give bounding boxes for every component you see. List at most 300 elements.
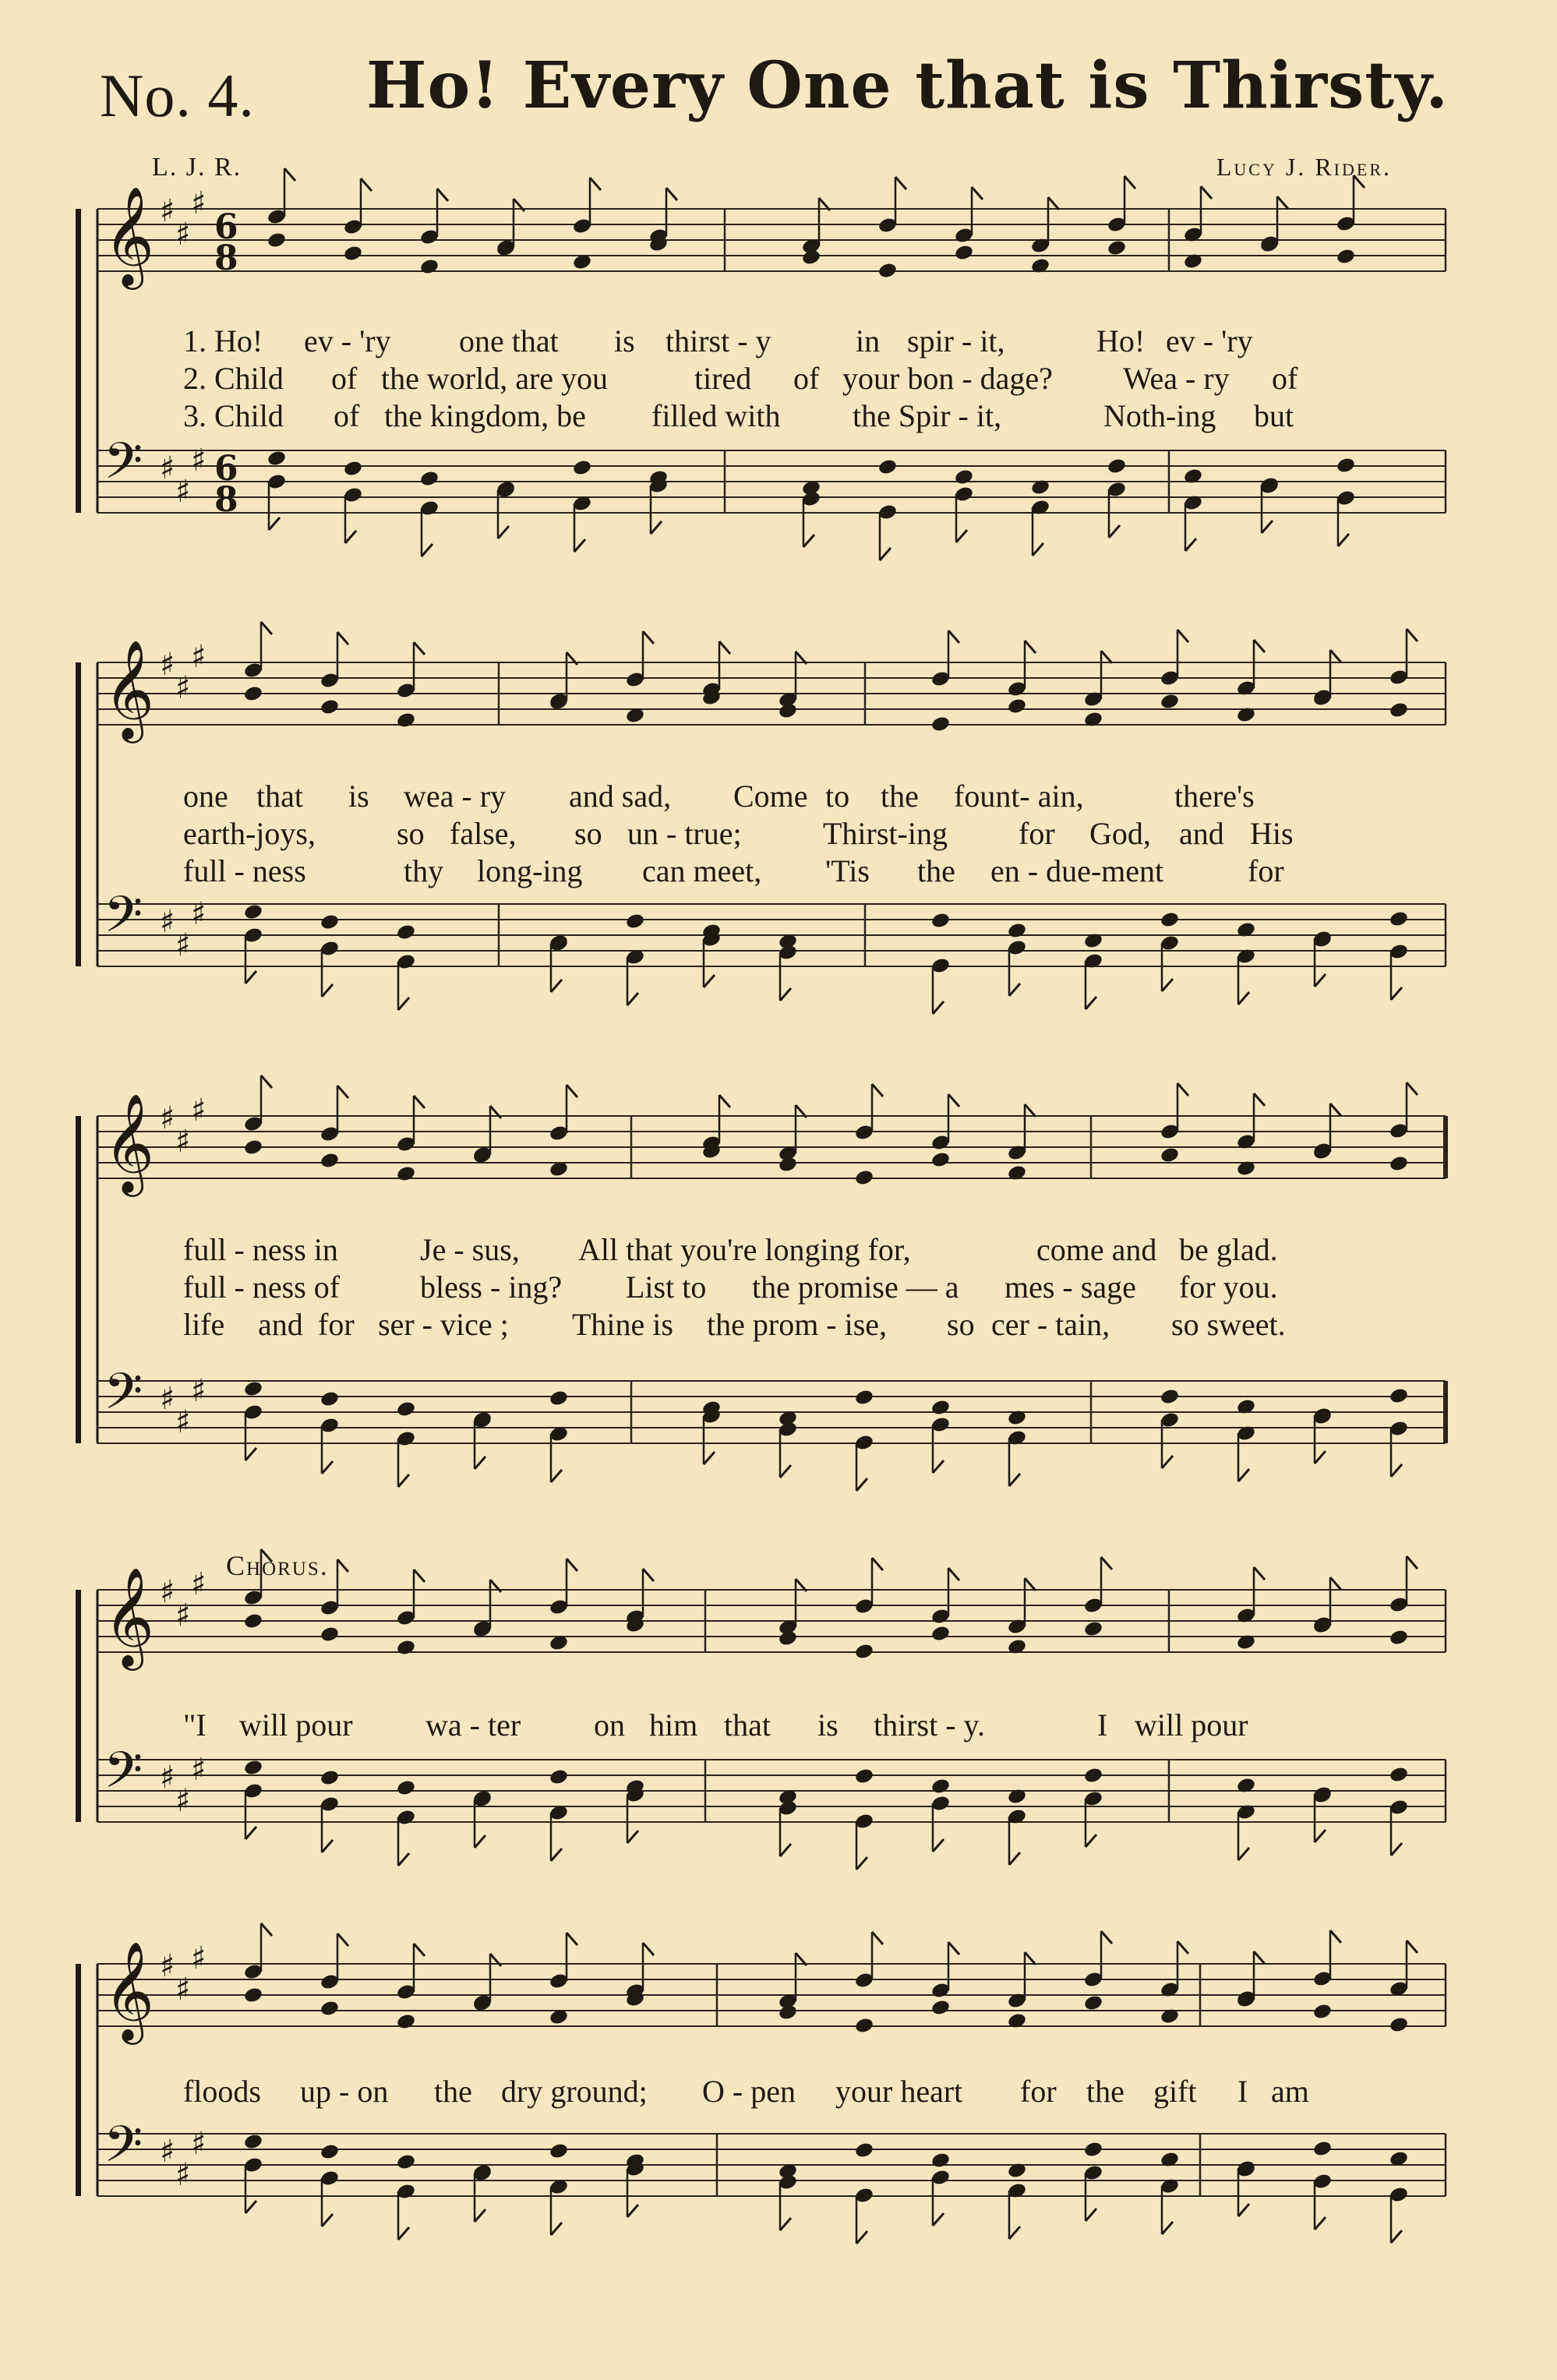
note-flag [337, 1559, 348, 1572]
lyric-word: full - ness in [183, 1232, 338, 1267]
note-flag [627, 993, 638, 1005]
note-flag [1315, 1830, 1326, 1842]
lyric-word: the prom - ise, [707, 1307, 888, 1342]
note-head [396, 2153, 416, 2171]
note-head [1083, 1620, 1103, 1638]
note-flag [643, 631, 654, 644]
note-flag [1315, 1451, 1326, 1464]
note-flag [337, 1086, 348, 1098]
note-flag [322, 2214, 333, 2226]
note-head [549, 1390, 569, 1407]
note-flag [1009, 1474, 1020, 1486]
sharp-icon: ♯ [175, 1783, 191, 1819]
note-head [778, 702, 798, 720]
lyric-word: the world, are you [381, 361, 609, 396]
note-head [854, 1169, 874, 1187]
note-head [320, 1152, 340, 1170]
note-flag [1048, 197, 1059, 210]
note-flag [1238, 992, 1249, 1005]
bass-clef-icon: 𝄢 [104, 1363, 143, 1433]
note-flag [414, 642, 425, 655]
note-head [1312, 2140, 1333, 2158]
note-flag [269, 517, 280, 530]
note-flag [1391, 2230, 1402, 2243]
note-head [320, 698, 340, 716]
time-signature-top: 6 [214, 207, 238, 247]
note-head [243, 903, 263, 921]
note-flag [1330, 1577, 1341, 1590]
note-flag [1025, 1104, 1036, 1117]
bass-clef-icon: 𝄢 [104, 886, 143, 956]
note-head [1160, 693, 1180, 711]
note-flag [1025, 641, 1036, 653]
lyric-word: on [594, 1707, 625, 1743]
bass-clef-icon: 𝄢 [104, 2116, 143, 2186]
note-flag [780, 1465, 791, 1478]
music-credit: Lucy J. Rider. [1216, 153, 1392, 181]
lyric-word: the [917, 853, 955, 888]
bass-staff [97, 1742, 1446, 1870]
lyric-word: ev - 'ry [1166, 323, 1253, 358]
sharp-icon: ♯ [191, 1752, 207, 1788]
note-head [954, 468, 974, 486]
lyric-word: of [334, 398, 360, 433]
note-flag [704, 1452, 715, 1464]
note-head [930, 715, 951, 733]
lyric-word: I [1237, 2074, 1248, 2109]
treble-clef-icon: 𝄞 [104, 1566, 155, 1666]
treble-staff [97, 1075, 1446, 1197]
note-head [396, 1165, 416, 1183]
sharp-icon: ♯ [160, 1100, 175, 1136]
note-head [1336, 248, 1356, 266]
note-flag [1407, 1556, 1418, 1569]
lyric-word: Thine is [572, 1307, 673, 1342]
bass-staff [97, 2116, 1446, 2244]
note-flag [933, 1839, 944, 1852]
note-head [954, 244, 974, 262]
note-head [320, 913, 340, 931]
note-head [854, 2142, 874, 2159]
note-flag [1254, 1567, 1265, 1580]
note-flag [1407, 1082, 1418, 1095]
note-flag [627, 2205, 638, 2217]
lyric-word: of [1272, 361, 1298, 396]
note-flag [1025, 1952, 1036, 1965]
note-head [1389, 1155, 1409, 1173]
note-head [1083, 2141, 1103, 2159]
note-flag [245, 1448, 256, 1460]
treble-clef-icon: 𝄞 [104, 185, 155, 285]
treble-staff [97, 622, 1446, 743]
lyric-word: the [881, 779, 919, 814]
treble-staff [97, 1549, 1446, 1671]
lyric-word: there's [1174, 779, 1255, 814]
lyric-word: will pour [1135, 1707, 1248, 1743]
note-head [930, 1625, 951, 1643]
note-head [243, 1380, 263, 1398]
lyric-word: bless - ing? [420, 1269, 563, 1305]
note-head [877, 262, 898, 280]
note-flag [567, 1085, 577, 1097]
note-head [1389, 1387, 1409, 1405]
note-head [877, 458, 898, 476]
lyric-word: to [825, 779, 850, 814]
note-flag [933, 1001, 944, 1014]
note-flag [1177, 1941, 1188, 1954]
lyric-line [0, 360, 1557, 396]
lyric-line [0, 1707, 1557, 1743]
note-flag [551, 980, 562, 992]
lyric-word: for [1019, 816, 1055, 851]
note-flag [956, 530, 967, 542]
note-head [396, 923, 416, 941]
note-head [549, 1768, 569, 1786]
note-flag [1109, 525, 1120, 538]
note-flag [414, 1570, 425, 1582]
lyric-word: 3. Child [183, 398, 284, 433]
sharp-icon: ♯ [160, 904, 175, 940]
time-signature-top: 6 [214, 449, 238, 489]
bass-staff [97, 433, 1446, 560]
note-flag [398, 2227, 409, 2240]
lyric-word: Wea - ry [1123, 361, 1230, 396]
note-flag [872, 1084, 883, 1096]
note-head [1336, 457, 1356, 475]
note-head [1107, 457, 1127, 475]
note-flag [284, 168, 295, 181]
time-signature-bottom: 8 [214, 480, 238, 520]
sharp-icon: ♯ [175, 1598, 191, 1633]
lyric-word: earth-joys, [183, 816, 316, 851]
note-flag [574, 539, 585, 552]
note-head [1083, 1994, 1103, 2012]
note-head [930, 1151, 951, 1169]
lyric-word: God, [1089, 816, 1151, 851]
note-head [320, 1626, 340, 1644]
note-flag [1025, 1578, 1036, 1591]
lyric-word: the [434, 2074, 472, 2109]
note-head [1312, 2003, 1333, 2021]
note-flag [1391, 1464, 1402, 1477]
sharp-icon: ♯ [175, 670, 191, 706]
note-flag [1330, 1930, 1341, 1943]
sharp-icon: ♯ [160, 1948, 175, 1984]
note-flag [398, 1853, 409, 1866]
note-flag [1391, 987, 1402, 1000]
lyric-word: thirst - y [666, 323, 771, 358]
note-flag [856, 1857, 867, 1870]
note-flag [261, 1923, 272, 1936]
lyric-word: "I [183, 1707, 207, 1743]
sharp-icon: ♯ [160, 647, 175, 683]
note-flag [322, 984, 333, 997]
note-flag [1124, 176, 1135, 189]
lyric-word: the Spir - it, [853, 398, 1002, 433]
lyric-word: wa - ter [425, 1707, 521, 1743]
lyric-word: dry ground; [501, 2074, 648, 2109]
time-signature-bottom: 8 [214, 238, 238, 278]
note-head [778, 1156, 798, 1174]
note-head [625, 913, 645, 930]
note-head [267, 231, 287, 249]
sharp-icon: ♯ [160, 2134, 175, 2170]
note-head [396, 712, 416, 729]
lyric-word: Thirst-ing [823, 816, 948, 851]
note-flag [948, 1568, 959, 1580]
lyric-word: fount- ain, [954, 779, 1084, 814]
note-flag [872, 1932, 883, 1944]
lyric-word: him [649, 1707, 698, 1743]
note-flag [1238, 2204, 1249, 2216]
note-flag [643, 1943, 654, 1955]
note-flag [1086, 997, 1096, 1009]
lyric-word: in [856, 323, 881, 358]
lyric-word: and sad, [569, 779, 672, 814]
lyric-word: so sweet. [1171, 1307, 1286, 1342]
bass-clef-icon: 𝄢 [104, 433, 143, 503]
lyric-word: filled with [651, 398, 781, 433]
note-flag [1330, 650, 1341, 662]
lyric-word: is [817, 1707, 839, 1743]
sharp-icon: ♯ [191, 1566, 207, 1602]
lyric-word: for [1248, 853, 1284, 888]
note-flag [1177, 1083, 1188, 1096]
lyric-line [0, 323, 1557, 358]
bass-staff [97, 1363, 1446, 1491]
note-head [396, 2013, 416, 2031]
note-head [320, 2000, 340, 2018]
note-head [320, 1390, 340, 1408]
treble-clef-icon: 𝄞 [104, 1940, 155, 2040]
note-flag [1009, 2226, 1020, 2239]
lyric-word: full - ness [183, 853, 306, 888]
lyric-word: I [1097, 1707, 1108, 1743]
note-flag [1254, 1951, 1265, 1964]
lyric-word: is [614, 323, 635, 358]
lyric-word: but [1254, 398, 1294, 433]
sharp-icon: ♯ [175, 1124, 191, 1160]
note-flag [666, 188, 677, 200]
note-head [396, 1639, 416, 1657]
note-flag [856, 2231, 867, 2244]
system-brace [76, 1590, 81, 1822]
note-flag [475, 2209, 485, 2222]
lyric-word: of [331, 361, 358, 396]
note-flag [780, 988, 791, 1001]
note-flag [498, 526, 509, 539]
lyric-line [0, 397, 1557, 433]
sharp-icon: ♯ [191, 896, 207, 932]
sharp-icon: ♯ [160, 1760, 175, 1796]
treble-clef-icon: 𝄞 [104, 639, 155, 739]
lyric-word: All that you're longing for, [578, 1232, 911, 1267]
lyric-word: and [258, 1307, 303, 1342]
note-head [1160, 1146, 1180, 1164]
sharp-icon: ♯ [175, 1404, 191, 1440]
note-flag [1009, 1852, 1020, 1865]
note-flag [1033, 543, 1043, 556]
lyric-word: gift [1153, 2074, 1197, 2109]
sharp-icon: ♯ [175, 927, 191, 963]
treble-staff [97, 1923, 1446, 2045]
note-head [930, 1399, 951, 1417]
note-head [1389, 910, 1409, 928]
note-head [930, 912, 951, 930]
note-flag [627, 1831, 638, 1843]
lyric-word: for you. [1179, 1269, 1278, 1305]
lyric-word: ser - vice ; [378, 1307, 509, 1342]
note-head [549, 2142, 569, 2160]
bass-clef-icon: 𝄢 [104, 1742, 143, 1812]
note-flag [933, 1460, 944, 1473]
note-flag [475, 1835, 485, 1848]
note-flag [1009, 983, 1020, 996]
note-flag [1391, 1843, 1402, 1856]
note-head [1389, 701, 1409, 719]
note-flag [245, 1827, 256, 1839]
sharp-icon: ♯ [175, 1972, 191, 2007]
lyric-word: for [1020, 2074, 1057, 2109]
sharp-icon: ♯ [175, 474, 191, 510]
note-flag [567, 1933, 577, 1945]
note-flag [948, 1094, 959, 1107]
note-head [1389, 1629, 1409, 1647]
note-head [243, 1759, 263, 1777]
note-head [320, 2143, 340, 2161]
lyric-word: will pour [239, 1707, 353, 1743]
sharp-icon: ♯ [175, 217, 191, 252]
note-head [343, 460, 363, 478]
lyric-word: life [183, 1307, 225, 1342]
note-head [267, 450, 287, 468]
note-flag [1338, 534, 1349, 546]
note-flag [880, 548, 891, 560]
note-head [854, 1389, 874, 1407]
lyric-word: is [348, 779, 369, 814]
lyric-word: tired [694, 361, 752, 396]
note-flag [551, 2223, 562, 2235]
lyric-word: long-ing [477, 853, 583, 888]
note-flag [345, 531, 356, 543]
note-flag [1101, 651, 1112, 663]
note-flag [803, 535, 814, 547]
note-flag [422, 544, 432, 556]
note-head [930, 1778, 951, 1796]
hymn-title: Ho! Every One that is Thirsty. [366, 48, 1449, 123]
note-flag [1162, 1456, 1173, 1468]
note-flag [651, 521, 662, 534]
note-head [419, 258, 440, 276]
lyric-line [0, 815, 1557, 851]
note-flag [780, 1844, 791, 1856]
note-flag [1162, 2222, 1173, 2234]
lyric-line [0, 1269, 1557, 1305]
note-head [243, 1139, 263, 1156]
note-head [1160, 1388, 1180, 1406]
note-flag [1354, 175, 1365, 188]
note-head [1160, 911, 1180, 929]
note-head [243, 1986, 263, 2004]
note-flag [719, 1095, 730, 1107]
lyric-word: Noth-ing [1103, 398, 1216, 433]
lyric-word: false, [450, 816, 517, 851]
note-flag [1162, 979, 1173, 991]
note-flag [398, 1474, 409, 1487]
lyric-line [0, 1306, 1557, 1342]
note-flag [398, 998, 409, 1010]
lyric-word: come and [1036, 1232, 1157, 1267]
note-head [396, 1779, 416, 1797]
note-head [243, 685, 263, 703]
note-head [1389, 2016, 1409, 2034]
sharp-icon: ♯ [175, 2157, 191, 2193]
lyric-word: O - pen [702, 2074, 796, 2109]
note-head [572, 459, 592, 477]
sharp-icon: ♯ [191, 2126, 207, 2162]
note-flag [948, 630, 959, 643]
note-flag [551, 1470, 562, 1482]
lyric-word: thirst - y. [874, 1707, 985, 1743]
note-flag [245, 971, 256, 983]
note-flag [1177, 630, 1188, 642]
sharp-icon: ♯ [191, 185, 207, 221]
hymn-number: No. 4. [100, 62, 255, 129]
sharp-icon: ♯ [160, 193, 175, 229]
sharp-icon: ♯ [160, 1574, 175, 1610]
lyric-word: spir - it, [907, 323, 1005, 358]
lyric-word: 2. Child [183, 361, 284, 396]
note-flag [1101, 1931, 1112, 1944]
note-head [243, 2133, 263, 2151]
lyric-word: Je - sus, [420, 1232, 520, 1267]
lyric-word: so [947, 1307, 975, 1342]
lyric-word: thy [404, 853, 444, 888]
note-flag [856, 1478, 867, 1491]
note-flag [245, 2201, 256, 2213]
treble-staff [97, 168, 1446, 290]
lyric-word: one [183, 779, 228, 814]
note-flag [643, 1569, 654, 1581]
lyric-word: floods [183, 2074, 261, 2109]
lyric-line [0, 853, 1557, 888]
sharp-icon: ♯ [160, 450, 175, 486]
lyric-word: that [256, 779, 303, 814]
lyric-word: Come [733, 779, 808, 814]
note-flag [1315, 2217, 1326, 2230]
bass-staff [97, 886, 1446, 1014]
note-flag [337, 1933, 348, 1946]
note-flag [704, 975, 715, 987]
sharp-icon: ♯ [191, 1373, 207, 1409]
note-flag [1238, 1469, 1249, 1481]
note-flag [933, 2213, 944, 2226]
lyric-word: cer - tain, [991, 1307, 1110, 1342]
system-brace [76, 662, 81, 966]
lyric-line [0, 778, 1557, 814]
note-flag [1254, 640, 1265, 652]
note-flag [475, 1457, 485, 1469]
lyric-word: ev - 'ry [304, 323, 391, 358]
lyric-word: 'Tis [825, 853, 870, 888]
lyric-word: full - ness of [183, 1269, 341, 1305]
lyric-word: your heart [835, 2074, 963, 2109]
lyric-word: so [574, 816, 602, 851]
lyric-word: un - true; [627, 816, 742, 851]
note-head [343, 245, 363, 263]
note-flag [590, 178, 601, 190]
lyric-word: one that [459, 323, 559, 358]
